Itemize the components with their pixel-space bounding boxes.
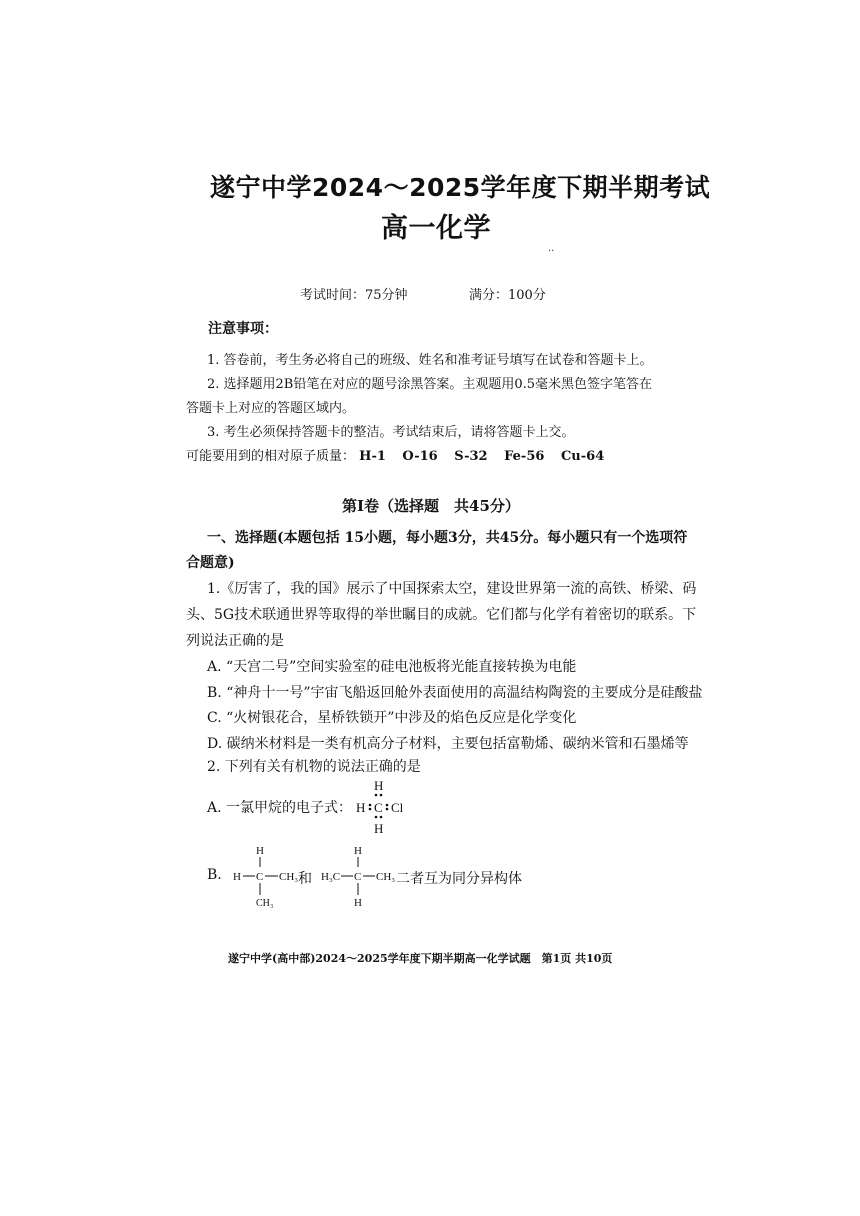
atomic-mass-s: S-32 (454, 449, 488, 464)
q1-option-c: C. “火树银花合，星桥铁锁开”中涉及的焰色反应是化学变化 (207, 710, 577, 726)
struct1-top-h: H (256, 845, 264, 857)
formula-left-h: H (356, 800, 366, 815)
q2-option-b-structure-2 (318, 842, 398, 912)
struct2-left-h3c: H₃C (321, 871, 341, 883)
atomic-mass-o: O-16 (402, 449, 438, 464)
struct2-top-h: H (354, 845, 362, 857)
note-item-2: 2. 选择题用2B铅笔在对应的题号涂黑答案。主观题用0.5毫米黑色签字笔答在 (207, 377, 653, 392)
q1-stem-line-1: 1.《厉害了，我的国》展示了中国探索太空，建设世界第一流的高铁、桥梁、码 (207, 581, 697, 597)
exam-subject: 高一化学 (381, 213, 491, 244)
struct1-right-ch3: CH₃ (279, 871, 299, 883)
struct2-center-c: C (354, 871, 362, 883)
note-item-2-cont: 答题卡上对应的答题区域内。 (186, 401, 356, 416)
note-item-3: 3. 考生必须保持答题卡的整洁。考试结束后，请将答题卡上交。 (207, 425, 575, 440)
exam-score: 满分：100分 (469, 288, 546, 303)
note-item-1: 1. 答卷前，考生务必将自己的班级、姓名和准考证号填写在试卷和答题卡上。 (207, 353, 653, 368)
struct2-right-ch3: CH₃ (376, 871, 396, 883)
q1-stem-line-2: 头、5G技术联通世界等取得的举世瞩目的成就。它们都与化学有着密切的联系。下 (186, 607, 697, 623)
q1-stem-line-3: 列说法正确的是 (186, 633, 284, 649)
formula-right-cl: Cl (391, 800, 404, 815)
q2-option-a-text: A. 一氯甲烷的电子式： (207, 800, 353, 816)
struct1-bottom-ch3: CH₃ (256, 898, 274, 909)
atomic-mass-h: H-1 (359, 449, 386, 464)
exam-time: 考试时间：75分钟 (300, 288, 408, 303)
formula-top-h: H (374, 778, 384, 793)
q2-option-a-electron-formula (350, 776, 410, 836)
q1-option-a: A. “天宫二号”空间实验室的硅电池板将光能直接转换为电能 (207, 659, 577, 675)
q2-option-b-tail: 二者互为同分异构体 (396, 871, 522, 887)
q2-option-b-label: B. (207, 867, 222, 883)
q2-option-b-and: 和 (298, 871, 312, 887)
atomic-mass-label: 可能要用到的相对原子质量： (186, 449, 356, 464)
stray-mark: ·· (548, 246, 555, 257)
exam-title: 遂宁中学2024～2025学年度下期半期考试 (210, 173, 711, 202)
atomic-mass-fe: Fe-56 (504, 449, 545, 464)
struct2-bottom-h: H (354, 897, 362, 909)
notes-heading: 注意事项： (208, 321, 278, 337)
atomic-mass-line (186, 445, 616, 464)
formula-center-c: C (374, 800, 383, 815)
q1-option-d: D. 碳纳米材料是一类有机高分子材料，主要包括富勒烯、碳纳米管和石墨烯等 (207, 736, 689, 752)
section-instruction-2: 合题意) (186, 555, 235, 571)
atomic-mass-cu: Cu-64 (560, 449, 605, 464)
section-heading: 第Ⅰ卷（选择题 共45分） (342, 497, 520, 515)
page-footer: 遂宁中学(高中部)2024～2025学年度下期半期高一化学试题 第1页 共10页 (228, 952, 613, 965)
struct1-center-c: C (256, 871, 264, 883)
q1-option-b: B. “神舟十一号”宇宙飞船返回舱外表面使用的高温结构陶瓷的主要成分是硅酸盐 (207, 685, 703, 701)
q2-stem: 2. 下列有关有机物的说法正确的是 (207, 759, 421, 775)
formula-bottom-h: H (374, 821, 384, 836)
struct1-left-h: H (233, 871, 241, 883)
atomic-mass-list (359, 449, 616, 464)
section-instruction-1: 一、选择题(本题包括 15小题，每小题3分，共45分。每小题只有一个选项符 (207, 530, 688, 546)
